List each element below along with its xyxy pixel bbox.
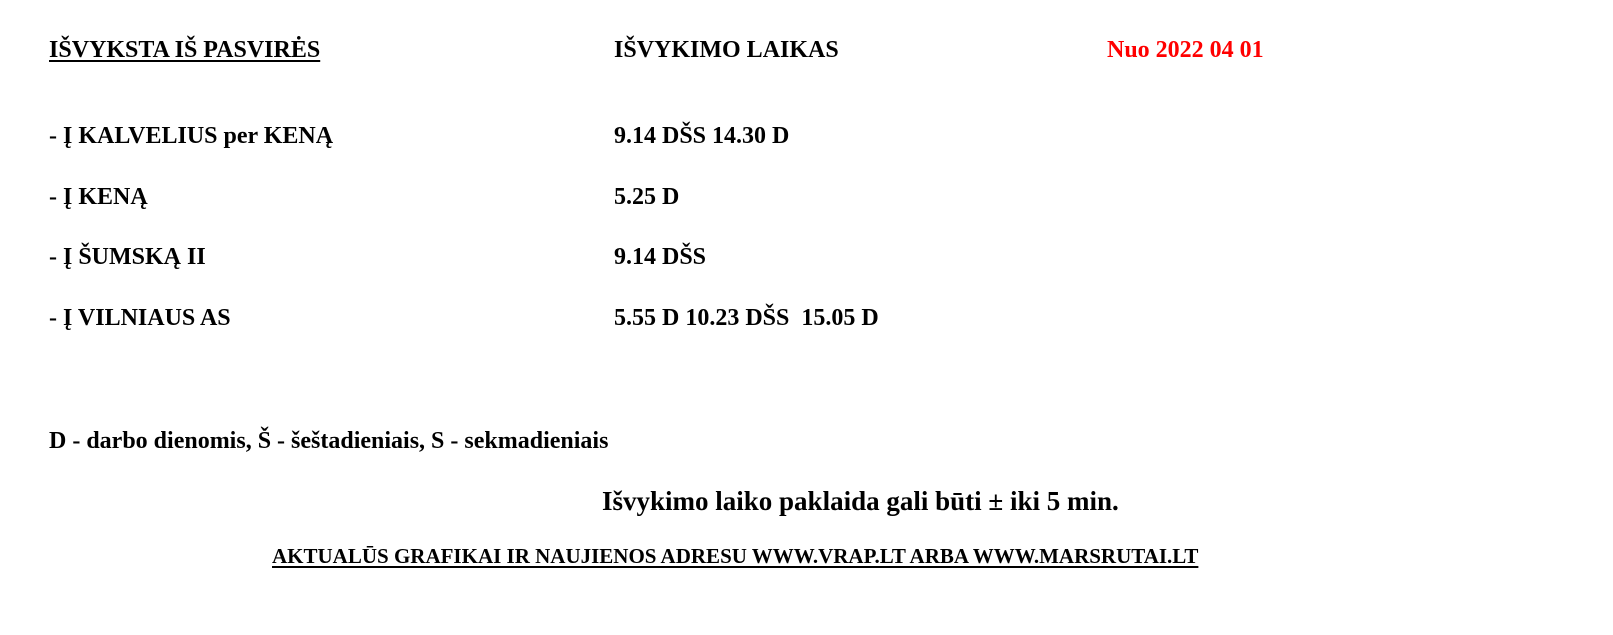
- route-destination: - Į KENĄ: [49, 184, 148, 210]
- valid-from-date: Nuo 2022 04 01: [1107, 37, 1264, 63]
- links-note: AKTUALŪS GRAFIKAI IR NAUJIENOS ADRESU WWW.VRAP.LT ARBA WWW.MARSRUTAI.LT: [272, 544, 1199, 568]
- departure-time-heading: IŠVYKIMO LAIKAS: [614, 37, 839, 63]
- route-times: 9.14 DŠS: [614, 244, 707, 270]
- route-times: 9.14 DŠS 14.30 D: [614, 123, 790, 149]
- route-destination: - Į KALVELIUS per KENĄ: [49, 123, 334, 149]
- route-times: 5.25 D: [614, 184, 680, 210]
- departs-from-heading: IŠVYKSTA IŠ PASVIRĖS: [49, 37, 321, 63]
- route-destination: - Į ŠUMSKĄ II: [49, 244, 206, 270]
- route-destination: - Į VILNIAUS AS: [49, 305, 231, 331]
- route-times: 5.55 D 10.23 DŠS 15.05 D: [614, 305, 879, 331]
- legend-note: D - darbo dienomis, Š - šeštadieniais, S - sekmadieniais: [49, 428, 609, 454]
- tolerance-note: Išvykimo laiko paklaida gali būti ± iki 5 min.: [602, 486, 1119, 516]
